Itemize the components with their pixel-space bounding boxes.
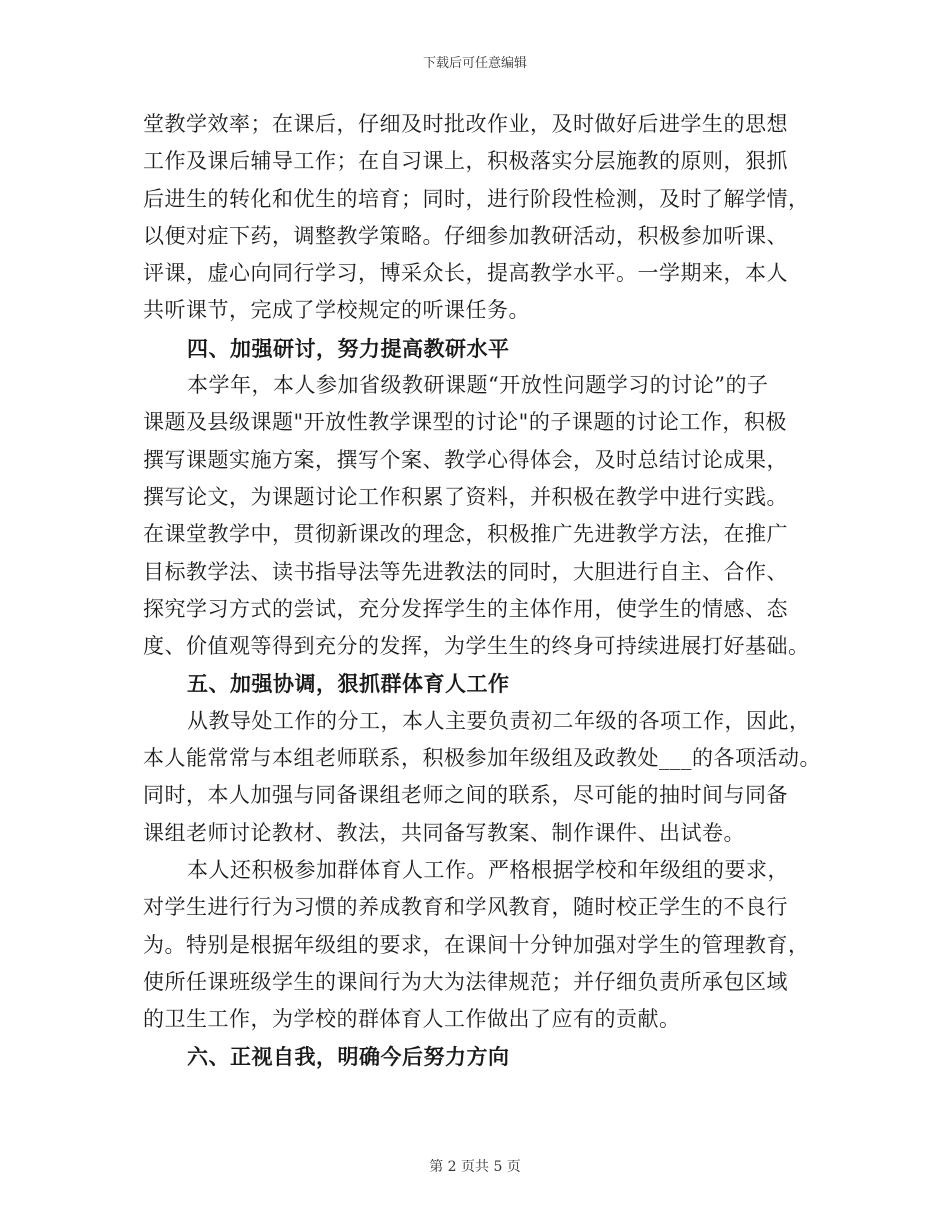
text-line: 同时，本人加强与同备课组老师之间的联系，尽可能的抽时间与同备 xyxy=(143,783,788,808)
text-line: 使所任课班级学生的课间行为大为法律规范；并仔细负责所承包区域 xyxy=(143,969,788,994)
page-header: 下载后可任意编辑 xyxy=(422,56,527,71)
text-line: 的卫生工作，为学校的群体育人工作做出了应有的贡献。 xyxy=(143,1007,681,1032)
section-heading: 六、正视自我，明确今后努力方向 xyxy=(187,1044,510,1070)
text-line: 共听课节，完成了学校规定的听课任务。 xyxy=(143,298,530,323)
text-line: 探究学习方式的尝试，充分发挥学生的主体作用，使学生的情感、态 xyxy=(143,596,788,621)
text-line: 对学生进行行为习惯的养成教育和学风教育，随时校正学生的不良行 xyxy=(143,895,788,920)
paragraph-first-line: 本学年，本人参加省级教研课题“开放性问题学习的讨论”的子 xyxy=(187,373,769,398)
section-heading: 四、加强研讨，努力提高教研水平 xyxy=(187,335,510,361)
text-line: 为。特别是根据年级组的要求，在课间十分钟加强对学生的管理教育， xyxy=(143,932,810,957)
section-heading: 五、加强协调，狠抓群体育人工作 xyxy=(187,671,510,697)
text-line: 堂教学效率；在课后，仔细及时批改作业，及时做好后进学生的思想 xyxy=(143,112,788,136)
paragraph-first-line: 从教导处工作的分工，本人主要负责初二年级的各项工作，因此， xyxy=(187,708,811,733)
text-line: 评课，虚心向同行学习，博采众长，提高教学水平。一学期来，本人 xyxy=(143,261,788,286)
text-line: 度、价值观等得到充分的发挥，为学生生的终身可持续进展打好基础。 xyxy=(143,634,810,659)
text-line: 工作及课后辅导工作；在自习课上，积极落实分层施教的原则，狠抓 xyxy=(143,149,788,174)
document-body xyxy=(143,106,833,1076)
text-line: 以便对症下药，调整教学策略。仔细参加教研活动，积极参加听课、 xyxy=(143,223,788,248)
text-line: 本人能常常与本组老师联系，积极参加年级组及政教处___的各项活动。 xyxy=(143,746,821,771)
text-line: 后进生的转化和优生的培育；同时，进行阶段性检测，及时了解学情， xyxy=(143,186,810,211)
text-line: 课组老师讨论教材、教法，共同备写教案、制作课件、出试卷。 xyxy=(143,820,745,845)
paragraph-first-line: 本人还积极参加群体育人工作。严格根据学校和年级组的要求， xyxy=(187,857,789,882)
text-line: 在课堂教学中，贯彻新课改的理念，积极推广先进教学方法，在推广 xyxy=(143,522,788,547)
text-line: 撰写论文，为课题讨论工作积累了资料，并积极在教学中进行实践。 xyxy=(143,484,788,509)
text-line: 撰写课题实施方案，撰写个案、教学心得体会，及时总结讨论成果， xyxy=(143,447,788,472)
page-footer: 第 2 页共 5 页 xyxy=(429,1159,521,1175)
text-line: 目标教学法、读书指导法等先进教法的同时，大胆进行自主、合作、 xyxy=(143,559,788,584)
text-line: 课题及县级课题"开放性教学课型的讨论"的子课题的讨论工作，积极 xyxy=(143,410,787,435)
